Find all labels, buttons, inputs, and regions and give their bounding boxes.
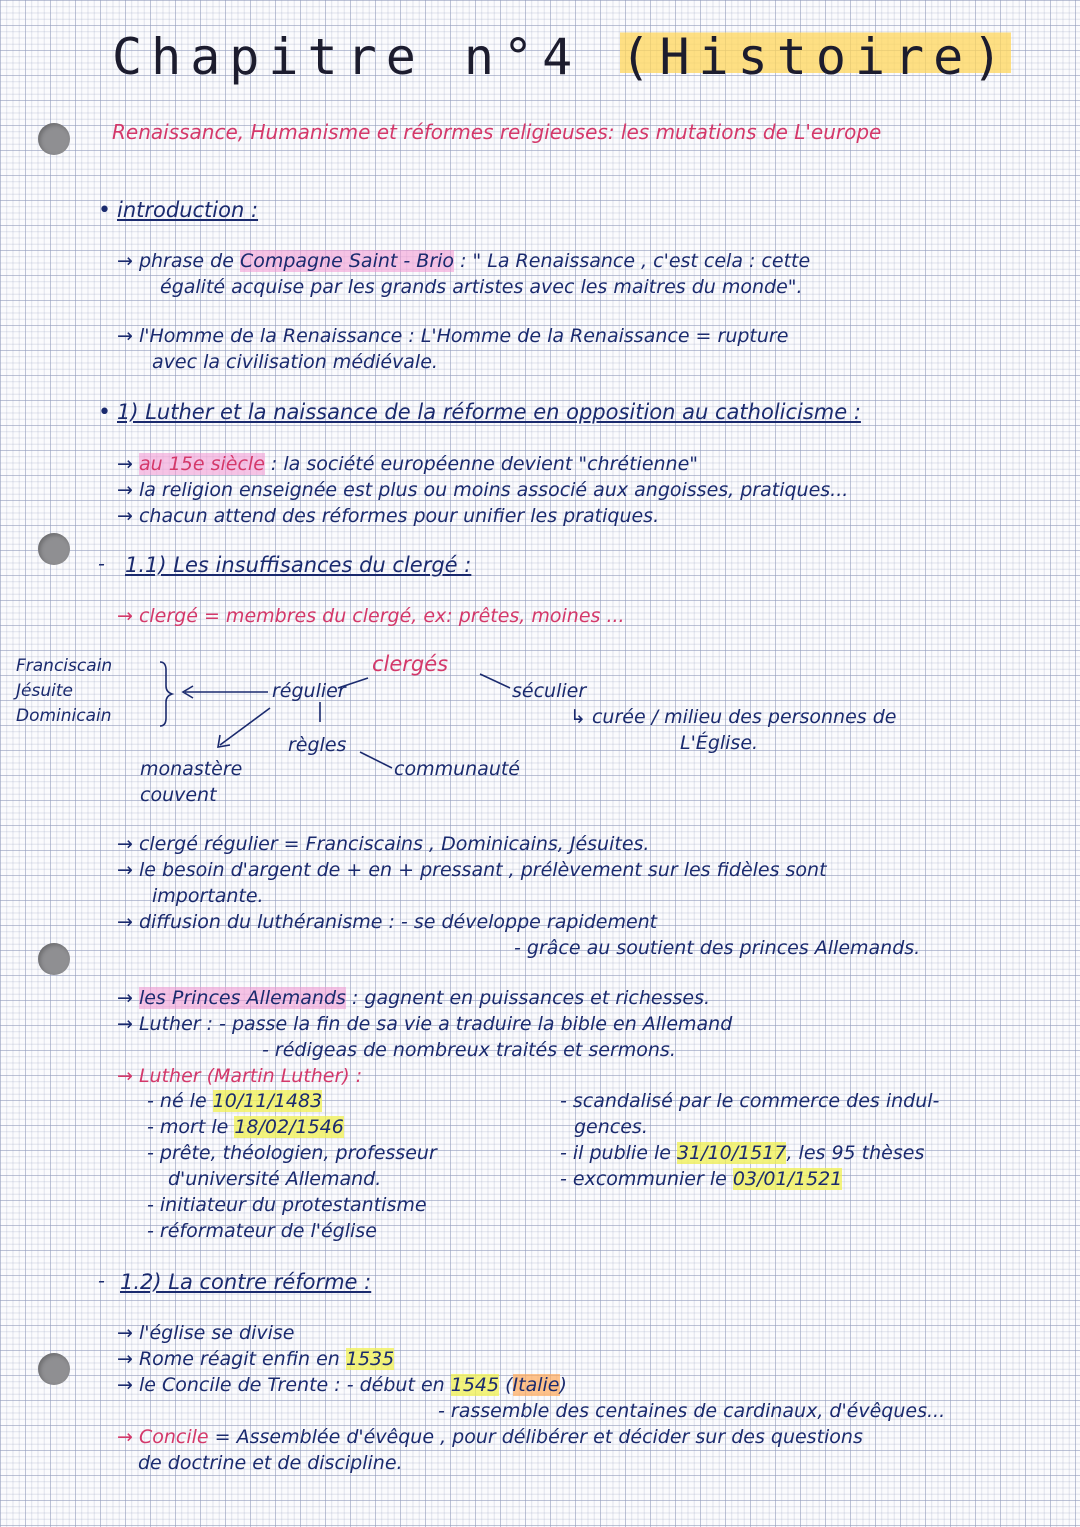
arrow: → bbox=[117, 453, 139, 475]
clerge-regulier-line: → clergé régulier = Franciscains , Dominicains, Jésuites. bbox=[117, 833, 650, 855]
besoin-argent-line-2: importante. bbox=[152, 885, 264, 907]
diagram-seculier-note-2: L'Église. bbox=[680, 732, 759, 754]
contre-reforme-line-3 bbox=[117, 1374, 567, 1396]
order-jesuite: Jésuite bbox=[16, 681, 73, 701]
heading-section-1-1: 1.1) Les insuffisances du clergé : bbox=[125, 553, 472, 577]
intro-line-2: égalité acquise par les grands artistes avec les maitres du monde". bbox=[160, 276, 803, 298]
princes-text: : gagnent en puissances et richesses. bbox=[345, 987, 711, 1009]
bullet-dot: • bbox=[98, 198, 111, 223]
diagram-regles: règles bbox=[288, 734, 347, 756]
concile-definition bbox=[117, 1426, 863, 1448]
luther-right-4 bbox=[560, 1168, 842, 1190]
intro-line-4: avec la civilisation médiévale. bbox=[152, 351, 438, 373]
title-main: Chapitre n°4 bbox=[112, 28, 621, 86]
luther-right-1: - scandalisé par le commerce des indul- bbox=[560, 1090, 940, 1112]
diagram-couvent: couvent bbox=[140, 784, 217, 806]
intro-quote-start: : " La Renaissance , c'est cela : cette bbox=[454, 250, 811, 272]
diagram-root-clerges: clergés bbox=[372, 652, 449, 676]
order-franciscain: Franciscain bbox=[16, 656, 113, 676]
order-dominicain: Dominicain bbox=[16, 706, 112, 726]
rome-date: 1535 bbox=[345, 1348, 395, 1370]
intro-arrow: → phrase de bbox=[117, 250, 240, 272]
death-label: - mort le bbox=[147, 1116, 235, 1138]
clerge-definition: → clergé = membres du clergé, ex: prêtes, moines ... bbox=[117, 605, 625, 627]
luther-job-1: - prête, théologien, professeur bbox=[147, 1142, 437, 1164]
section-1-line-3: → chacun attend des réformes pour unifier les pratiques. bbox=[117, 505, 660, 527]
born-date: 10/11/1483 bbox=[212, 1090, 323, 1112]
princes-line bbox=[117, 987, 710, 1009]
bullet-dot: • bbox=[98, 400, 111, 425]
contre-reforme-line-1: → l'église se divise bbox=[117, 1322, 295, 1344]
title-highlight: (Histoire) bbox=[620, 28, 1012, 86]
luther-bio-heading: → Luther (Martin Luther) : bbox=[117, 1065, 363, 1087]
intro-author: Compagne Saint - Brio bbox=[239, 250, 455, 272]
luther-initiator: - initiateur du protestantisme bbox=[147, 1194, 427, 1216]
publie-date: 31/10/1517 bbox=[676, 1142, 787, 1164]
publie-theses: , les 95 thèses bbox=[786, 1142, 925, 1164]
trente-place: Italie bbox=[512, 1374, 560, 1396]
publie-label: - il publie le bbox=[560, 1142, 677, 1164]
heading-section-1-2: 1.2) La contre réforme : bbox=[120, 1270, 372, 1294]
diagram-regulier: régulier bbox=[272, 680, 346, 702]
luther-line-1: → Luther : - passe la fin de sa vie a traduire la bible en Allemand bbox=[117, 1013, 733, 1035]
excommunie-label: - excommunier le bbox=[560, 1168, 733, 1190]
born-label: - né le bbox=[147, 1090, 213, 1112]
luther-born bbox=[147, 1090, 322, 1112]
luther-right-2: gences. bbox=[574, 1116, 648, 1138]
trente-text: → le Concile de Trente : - début en bbox=[117, 1374, 451, 1396]
intro-line-3: → l'Homme de la Renaissance : L'Homme de la Renaissance = rupture bbox=[117, 325, 789, 347]
concile-text: = Assemblée d'évêque , pour délibérer et décider sur des questions bbox=[208, 1426, 863, 1448]
section-1-line-1-text: : la société européenne devient "chrétienne" bbox=[264, 453, 699, 475]
rome-text: → Rome réagit enfin en bbox=[117, 1348, 346, 1370]
heading-section-1: 1) Luther et la naissance de la réforme en opposition au catholicisme : bbox=[117, 400, 861, 424]
death-date: 18/02/1546 bbox=[234, 1116, 344, 1138]
luther-job-2: d'université Allemand. bbox=[168, 1168, 382, 1190]
luther-death bbox=[147, 1116, 344, 1138]
princes-allemands: les Princes Allemands bbox=[138, 987, 346, 1009]
luther-reformer: - réformateur de l'église bbox=[147, 1220, 377, 1242]
diagram-seculier: séculier bbox=[512, 680, 587, 702]
paren-close: ) bbox=[559, 1374, 567, 1396]
luther-line-2: - rédigeas de nombreux traités et sermons. bbox=[262, 1039, 676, 1061]
contre-reforme-line-2 bbox=[117, 1348, 394, 1370]
dash: - bbox=[98, 1270, 105, 1292]
date-15e-siecle: au 15e siècle bbox=[138, 453, 265, 475]
diffusion-luther-line-2: - grâce au soutient des princes Allemands. bbox=[514, 937, 921, 959]
arrow: → bbox=[117, 987, 139, 1009]
heading-introduction: introduction : bbox=[117, 198, 259, 222]
diagram-monastere: monastère bbox=[140, 758, 243, 780]
besoin-argent-line: → le besoin d'argent de + en + pressant , prélèvement sur les fidèles sont bbox=[117, 859, 827, 881]
contre-reforme-line-4: - rassemble des centaines de cardinaux, d'évêques... bbox=[438, 1400, 946, 1422]
concile-definition-2: de doctrine et de discipline. bbox=[138, 1452, 403, 1474]
concile-term: → Concile bbox=[117, 1426, 209, 1448]
section-1-line-2: → la religion enseignée est plus ou moins associé aux angoisses, pratiques... bbox=[117, 479, 849, 501]
paren-open: ( bbox=[499, 1374, 513, 1396]
diagram-communaute: communauté bbox=[394, 758, 520, 780]
page-subtitle: Renaissance, Humanisme et réformes religieuses: les mutations de L'europe bbox=[112, 120, 882, 144]
luther-right-3 bbox=[560, 1142, 924, 1164]
diagram-seculier-note-1: ↳ curée / milieu des personnes de bbox=[570, 706, 897, 728]
trente-date: 1545 bbox=[450, 1374, 500, 1396]
dash: - bbox=[98, 553, 105, 575]
diffusion-luther-line: → diffusion du luthéranisme : - se développe rapidement bbox=[117, 911, 658, 933]
excommunie-date: 03/01/1521 bbox=[732, 1168, 843, 1190]
